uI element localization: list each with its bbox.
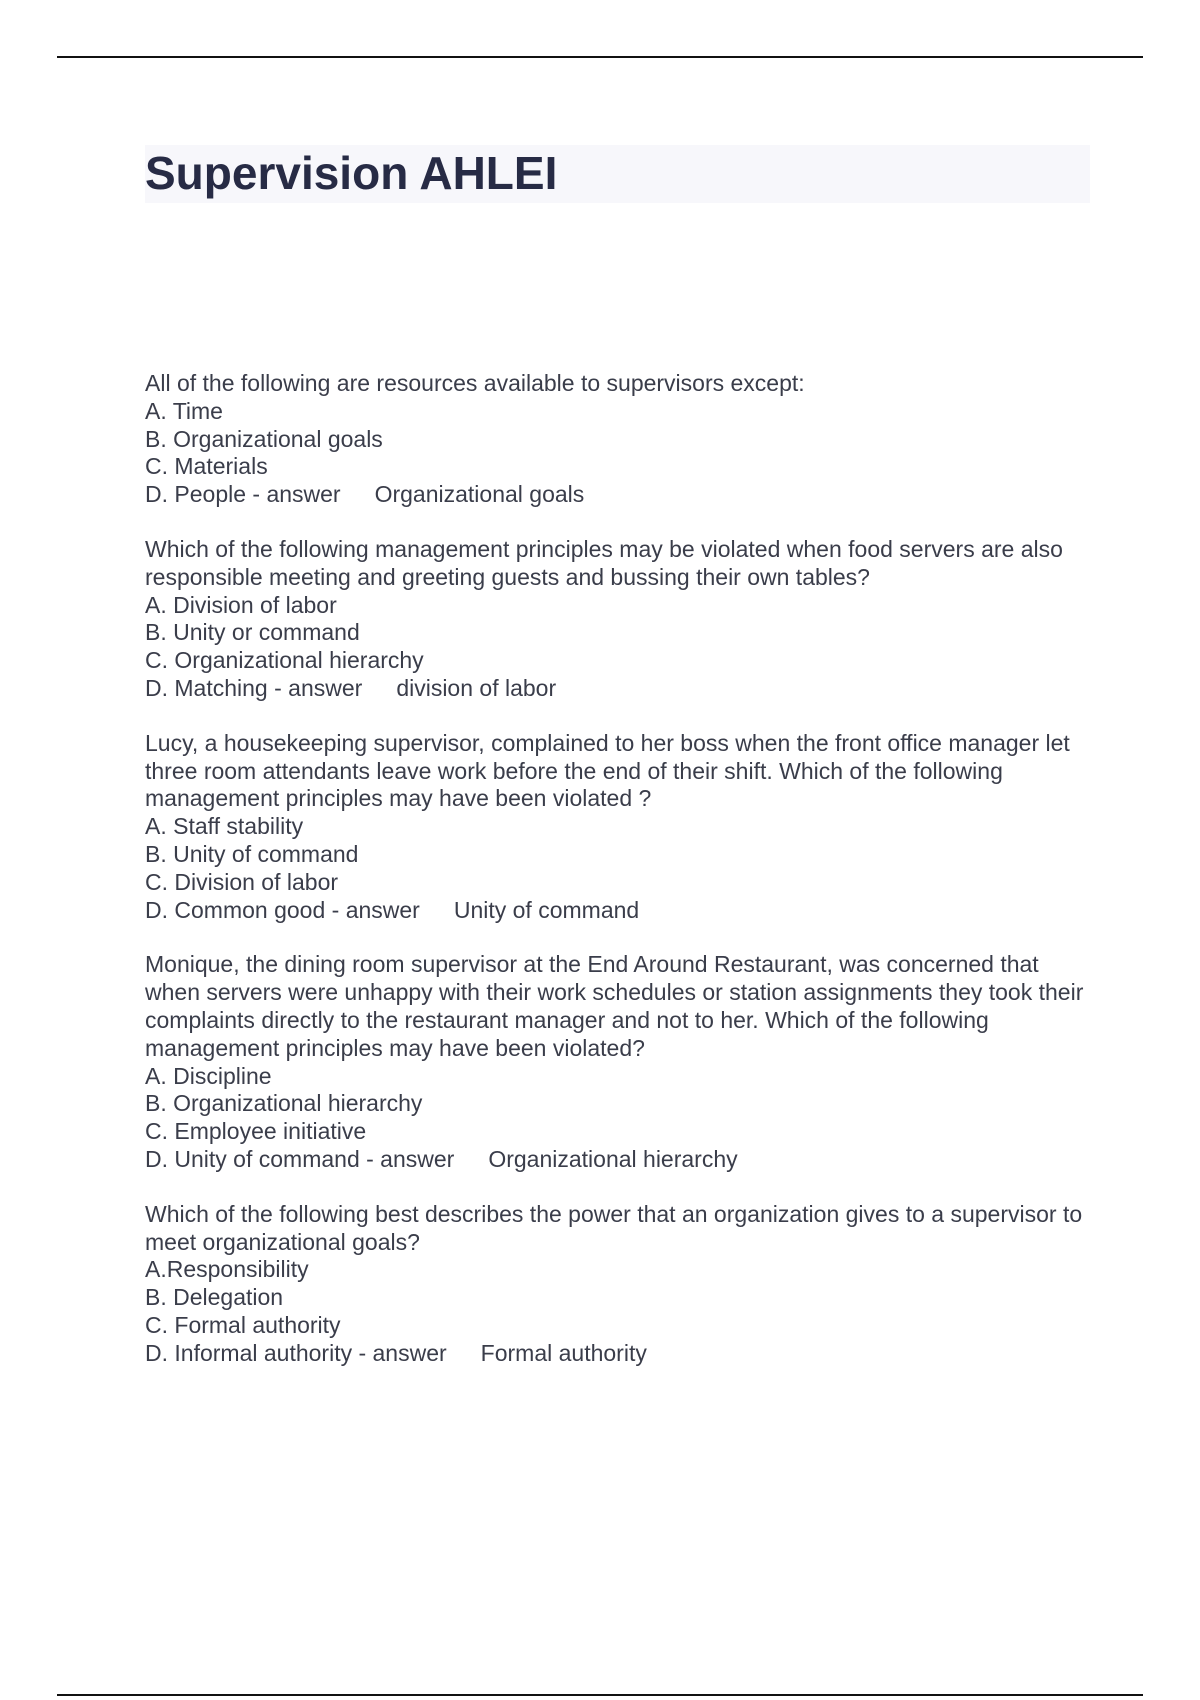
option-b: B. Organizational goals [145, 425, 383, 452]
answer-text: division of labor [396, 674, 557, 701]
option-d-answer-line [145, 675, 1090, 703]
question-stem: Monique, the dining room supervisor at the End Around Restaurant, was concerned that when servers were unhappy with their work schedules or station assignments they took their complaints directly to the restaurant manager and not to her. Which of the following management principles may have been violated? [145, 951, 1084, 1061]
question-stem: Lucy, a housekeeping supervisor, complained to her boss when the front office manager let three room attendants leave work before the end of their shift. Which of the following management principles may have been violated ? [145, 729, 1070, 812]
option-a: A. Division of labor [145, 591, 337, 618]
option-a: A.Responsibility [145, 1256, 309, 1283]
option-c: C. Organizational hierarchy [145, 647, 424, 674]
option-d-answer-line [145, 1340, 1090, 1368]
option-c: C. Division of labor [145, 868, 339, 895]
option-c: C. Employee initiative [145, 1118, 367, 1145]
option-b: B. Unity of command [145, 840, 359, 867]
page-content [145, 145, 1090, 1395]
bottom-rule [57, 1694, 1143, 1696]
option-d-answer-line [145, 1146, 1090, 1174]
question-1 [145, 370, 1090, 509]
option-c: C. Materials [145, 453, 268, 480]
question-list [145, 370, 1090, 1368]
option-d: D. People - answer [145, 481, 341, 508]
option-c: C. Formal authority [145, 1311, 341, 1338]
option-d: D. Unity of command - answer [145, 1145, 455, 1172]
option-d-answer-line [145, 897, 1090, 925]
question-3 [145, 730, 1090, 925]
answer-text: Formal authority [480, 1339, 647, 1366]
question-4 [145, 951, 1090, 1173]
question-stem: All of the following are resources available to supervisors except: [145, 370, 805, 396]
question-stem: Which of the following management principles may be violated when food servers are also responsible meeting and greeting guests and bussing their own tables? [145, 535, 1063, 590]
question-5 [145, 1201, 1090, 1368]
option-d-answer-line [145, 481, 1090, 509]
option-a: A. Discipline [145, 1062, 272, 1089]
option-d: D. Informal authority - answer [145, 1339, 447, 1366]
option-d: D. Matching - answer [145, 674, 363, 701]
option-d: D. Common good - answer [145, 896, 420, 923]
question-stem: Which of the following best describes the power that an organization gives to a supervisor to meet organizational goals? [145, 1200, 1083, 1255]
option-a: A. Time [145, 397, 223, 424]
question-2 [145, 536, 1090, 703]
document-title: Supervision AHLEI [145, 145, 1090, 203]
answer-text: Organizational goals [374, 481, 585, 508]
top-rule [57, 56, 1143, 58]
answer-text: Organizational hierarchy [488, 1145, 738, 1172]
option-b: B. Unity or command [145, 619, 360, 646]
option-b: B. Delegation [145, 1284, 284, 1311]
answer-text: Unity of command [453, 896, 640, 923]
option-a: A. Staff stability [145, 813, 304, 840]
option-b: B. Organizational hierarchy [145, 1090, 423, 1117]
